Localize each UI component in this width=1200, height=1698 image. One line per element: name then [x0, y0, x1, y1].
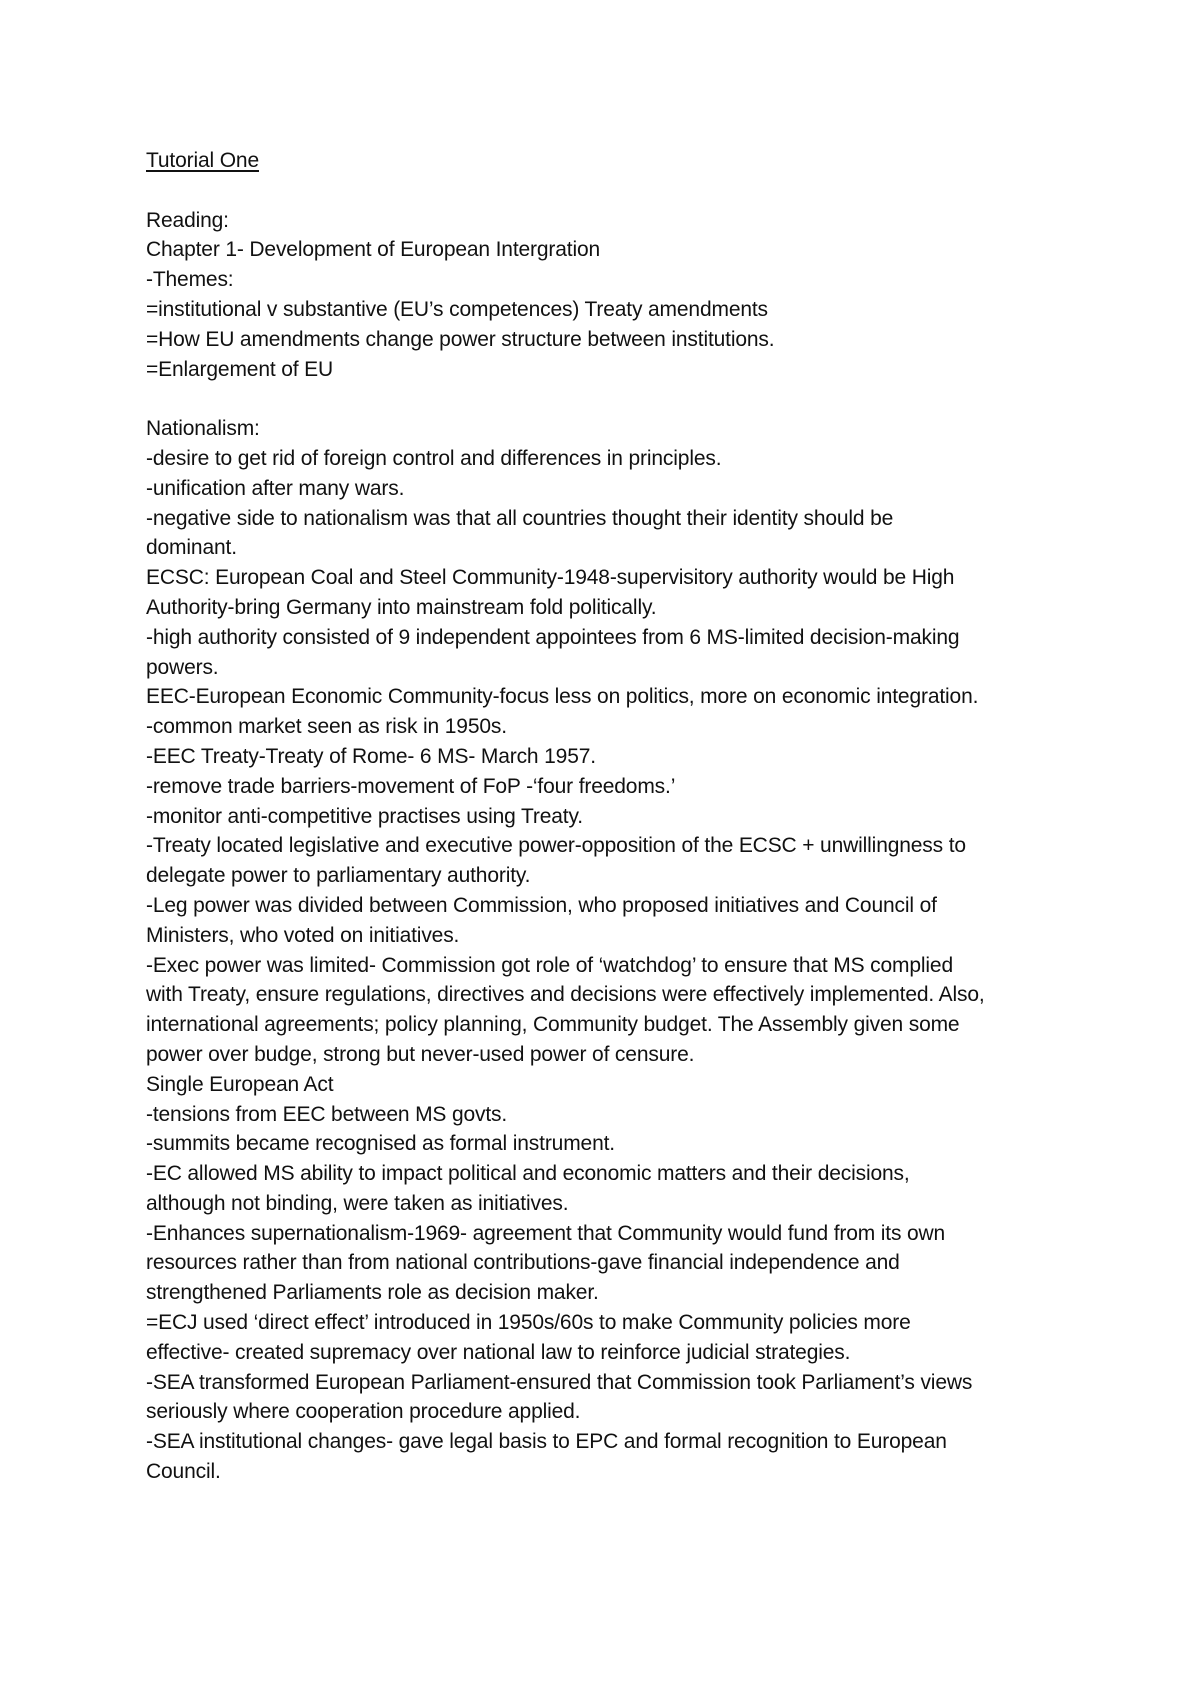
text-line: effective- created supremacy over national law to reinforce judicial strategies. [146, 1340, 851, 1364]
text-line: international agreements; policy planning, Community budget. The Assembly given some [146, 1013, 960, 1037]
document-title: Tutorial One [146, 149, 259, 172]
text-line: Chapter 1- Development of European Intergration [146, 238, 601, 262]
text-line: delegate power to parliamentary authority. [146, 864, 531, 888]
text-line: -EC allowed MS ability to impact political and economic matters and their decisions, [146, 1162, 910, 1186]
text-line: -Exec power was limited- Commission got role of ‘watchdog’ to ensure that MS complied [146, 953, 953, 977]
text-line: -summits became recognised as formal instrument. [146, 1132, 615, 1156]
text-line: -Themes: [146, 268, 234, 292]
text-line: ECSC: European Coal and Steel Community-1948-supervisitory authority would be High [146, 566, 955, 590]
text-line: Reading: [146, 208, 229, 232]
text-line: -negative side to nationalism was that all countries thought their identity should be [146, 506, 894, 530]
text-line: =institutional v substantive (EU’s competences) Treaty amendments [146, 297, 768, 321]
text-line: -high authority consisted of 9 independent appointees from 6 MS-limited decision-making [146, 625, 960, 649]
text-line: -SEA institutional changes- gave legal basis to EPC and formal recognition to European [146, 1430, 947, 1454]
text-line: resources rather than from national contributions-gave financial independence and [146, 1251, 900, 1275]
document-lines [146, 176, 1066, 1487]
text-line: although not binding, were taken as initiatives. [146, 1191, 569, 1215]
text-line: -remove trade barriers-movement of FoP -‘four freedoms.’ [146, 774, 676, 798]
text-line: strengthened Parliaments role as decision maker. [146, 1281, 599, 1305]
text-line: -common market seen as risk in 1950s. [146, 715, 507, 739]
text-line: -unification after many wars. [146, 476, 405, 500]
text-line: -Enhances supernationalism-1969- agreement that Community would fund from its own [146, 1221, 946, 1245]
text-line: powers. [146, 655, 219, 679]
text-line: Authority-bring Germany into mainstream fold politically. [146, 595, 657, 619]
text-line: -Leg power was divided between Commission, who proposed initiatives and Council of [146, 893, 937, 917]
text-line: dominant. [146, 536, 237, 560]
text-line: -desire to get rid of foreign control and differences in principles. [146, 446, 722, 470]
text-line: =ECJ used ‘direct effect’ introduced in 1950s/60s to make Community policies more [146, 1311, 911, 1335]
text-line: -EEC Treaty-Treaty of Rome- 6 MS- March 1957. [146, 744, 596, 768]
text-line: Single European Act [146, 1072, 334, 1096]
text-line: -SEA transformed European Parliament-ensured that Commission took Parliament’s views [146, 1370, 973, 1394]
text-line: =How EU amendments change power structure between institutions. [146, 327, 775, 351]
text-line: power over budge, strong but never-used power of censure. [146, 1042, 695, 1066]
text-line: Council. [146, 1460, 221, 1484]
blank-line [146, 384, 1066, 414]
text-line: seriously where cooperation procedure applied. [146, 1400, 581, 1424]
text-line: -Treaty located legislative and executive power-opposition of the ECSC + unwillingness to [146, 834, 966, 858]
document-body [146, 146, 1066, 1487]
text-line: -tensions from EEC between MS govts. [146, 1102, 508, 1126]
blank-line [146, 176, 1066, 206]
text-line: EEC-European Economic Community-focus less on politics, more on economic integration. [146, 685, 979, 709]
text-line: -monitor anti-competitive practises using Treaty. [146, 804, 583, 828]
text-line: Nationalism: [146, 417, 260, 441]
text-line: Ministers, who voted on initiatives. [146, 923, 460, 947]
text-line: with Treaty, ensure regulations, directives and decisions were effectively implemented. Also, [146, 983, 985, 1007]
text-line: =Enlargement of EU [146, 357, 333, 381]
